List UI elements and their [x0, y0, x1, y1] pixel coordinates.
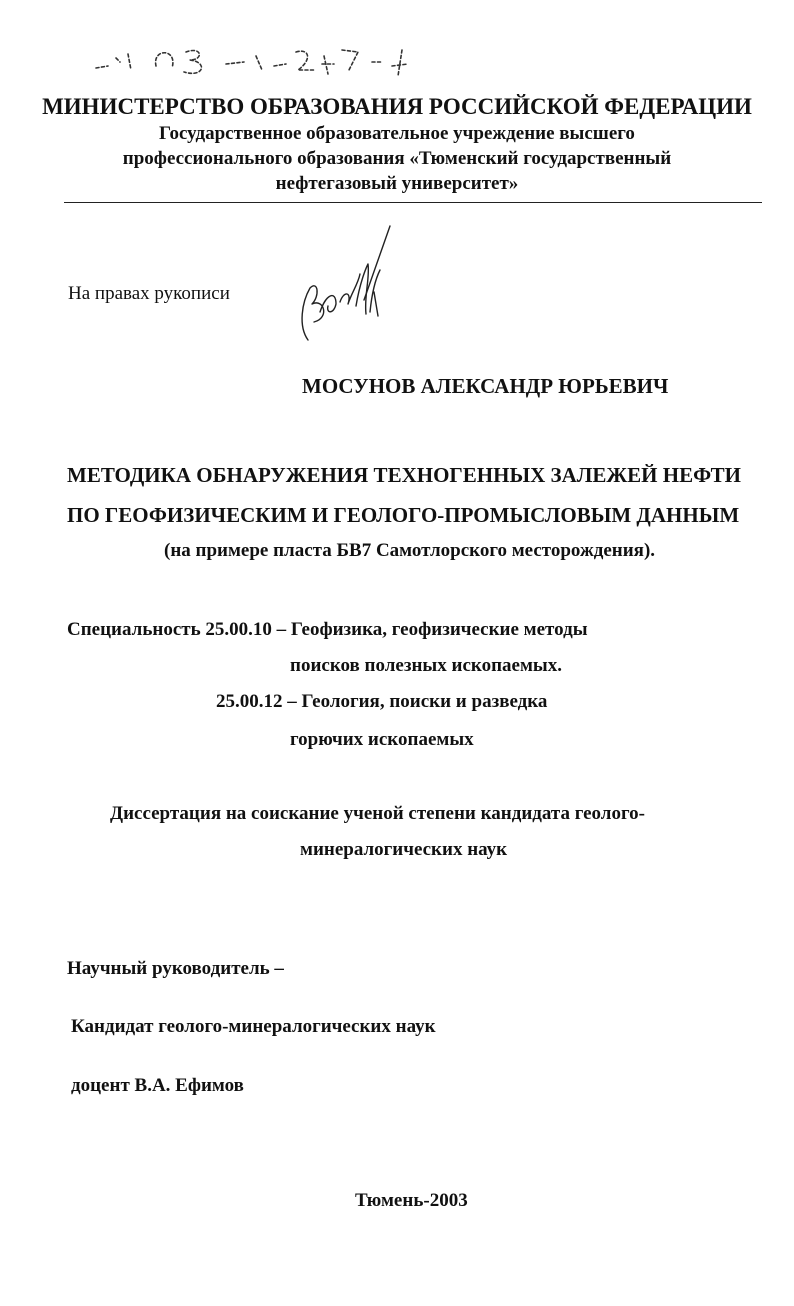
city-year: Тюмень-2003	[355, 1190, 468, 1211]
supervisor-label: Научный руководитель –	[67, 958, 284, 979]
thesis-title-line-2: ПО ГЕОФИЗИЧЕСКИМ И ГЕОЛОГО-ПРОМЫСЛОВЫМ ДАННЫМ	[67, 503, 740, 527]
manuscript-label: На правах рукописи	[68, 283, 230, 304]
author-name: МОСУНОВ АЛЕКСАНДР ЮРЬЕВИЧ	[302, 374, 669, 398]
specialty-line-3: 25.00.12 – Геология, поиски и разведка	[216, 691, 548, 712]
header-divider	[64, 202, 762, 203]
handwritten-signature	[290, 222, 400, 352]
specialty-line-4: горючих ископаемых	[290, 729, 474, 750]
dissertation-line-2: минералогических наук	[300, 839, 508, 860]
thesis-title-line-1: МЕТОДИКА ОБНАРУЖЕНИЯ ТЕХНОГЕННЫХ ЗАЛЕЖЕЙ НЕФТИ	[67, 463, 741, 487]
specialty-line-2: поисков полезных ископаемых.	[290, 655, 563, 676]
supervisor-degree: Кандидат геолого-минералогических наук	[71, 1016, 436, 1037]
institution-line-3: нефтегазовый университет»	[275, 173, 519, 194]
institution-line-2: профессионального образования «Тюменский государственный	[122, 148, 672, 169]
thesis-subtitle: (на примере пласта БВ7 Самотлорского месторождения).	[164, 540, 656, 561]
dissertation-line-1: Диссертация на соискание ученой степени кандидата геолого-	[110, 803, 645, 824]
supervisor-name: доцент В.А. Ефимов	[71, 1075, 244, 1096]
specialty-line-1: Специальность 25.00.10 – Геофизика, геофизические методы	[67, 619, 588, 640]
ministry-heading: МИНИСТЕРСТВО ОБРАЗОВАНИЯ РОССИЙСКОЙ ФЕДЕРАЦИИ	[42, 94, 752, 119]
archive-stamp	[86, 30, 446, 90]
institution-line-1: Государственное образовательное учреждение высшего	[159, 123, 635, 144]
